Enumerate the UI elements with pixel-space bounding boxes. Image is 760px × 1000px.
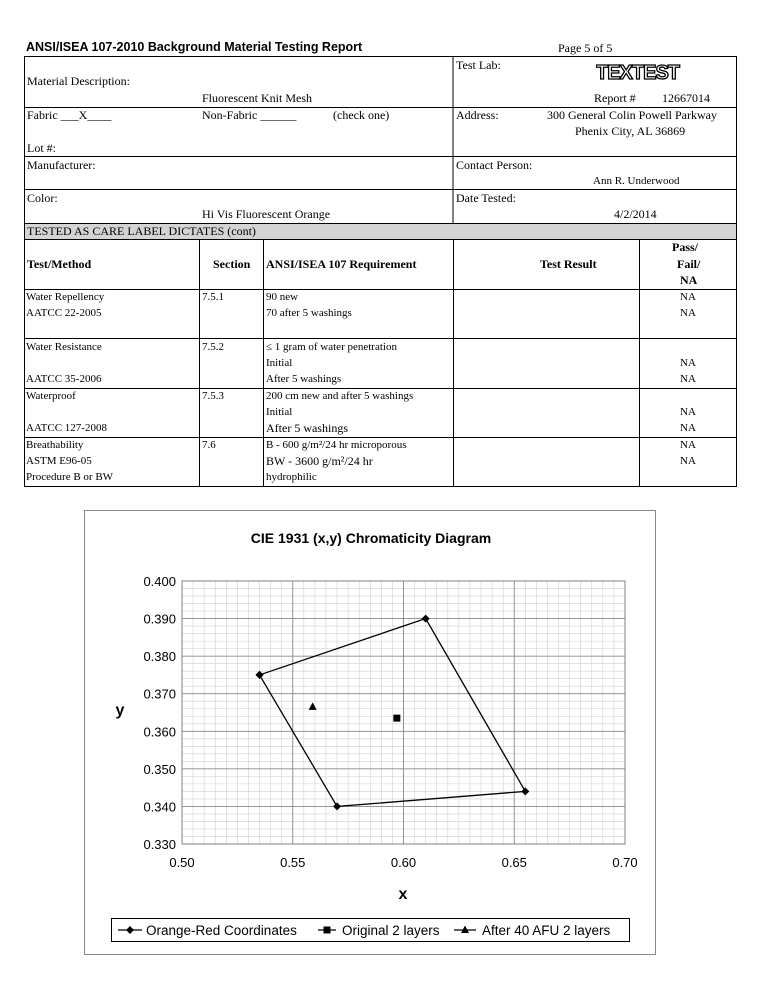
water-resistance-pf-2: NA xyxy=(680,373,696,385)
data-point-square xyxy=(393,715,400,722)
legend-marker-square xyxy=(324,927,331,934)
manufacturer-label: Manufacturer: xyxy=(27,158,96,172)
y-tick-label: 0.380 xyxy=(143,649,176,665)
waterproof-pf-2: NA xyxy=(680,422,696,434)
legend-label: After 40 AFU 2 layers xyxy=(482,923,611,938)
water-resistance-method: Water Resistance xyxy=(26,341,102,353)
waterproof-req-3: After 5 washings xyxy=(266,421,348,435)
col-header-pass-2: Fail/ xyxy=(677,257,701,271)
report-number: 12667014 xyxy=(662,91,710,105)
breathability-pf-2: NA xyxy=(680,455,696,467)
col-header-requirement: ANSI/ISEA 107 Requirement xyxy=(266,257,417,271)
breathability-standard: ASTM E96-05 xyxy=(26,455,92,467)
y-tick-label: 0.370 xyxy=(143,686,176,702)
non-fabric-checkbox-label: Non-Fabric ______ xyxy=(202,108,297,122)
address-label: Address: xyxy=(456,108,499,122)
water-resistance-standard: AATCC 35-2006 xyxy=(26,373,102,385)
x-axis-label: x xyxy=(398,886,408,903)
col-header-pass-1: Pass/ xyxy=(672,240,699,254)
water-repellency-pf-2: NA xyxy=(680,307,696,319)
x-tick-label: 0.55 xyxy=(280,855,306,870)
breathability-req-2: BW - 3600 g/m²/24 hr xyxy=(266,454,373,468)
waterproof-section: 7.5.3 xyxy=(202,390,224,402)
y-tick-label: 0.390 xyxy=(143,611,176,627)
contact-person-label: Contact Person: xyxy=(456,158,533,172)
contact-person-value: Ann R. Underwood xyxy=(593,175,680,187)
material-description-value: Fluorescent Knit Mesh xyxy=(202,91,312,105)
chromaticity-chart xyxy=(84,510,656,955)
waterproof-pf-1: NA xyxy=(680,406,696,418)
color-value: Hi Vis Fluorescent Orange xyxy=(202,207,331,221)
water-repellency-standard: AATCC 22-2005 xyxy=(26,307,102,319)
water-resistance-req-1: ≤ 1 gram of water penetration xyxy=(266,341,397,353)
water-repellency-pf-1: NA xyxy=(680,291,696,303)
breathability-section: 7.6 xyxy=(202,439,216,451)
textest-logo xyxy=(596,60,686,82)
lot-label: Lot #: xyxy=(27,141,56,155)
fabric-checkbox-label: Fabric ___X____ xyxy=(27,108,112,122)
y-axis-label: y xyxy=(115,702,125,719)
x-tick-label: 0.65 xyxy=(501,855,527,870)
y-tick-label: 0.350 xyxy=(143,761,176,777)
page-number: Page 5 of 5 xyxy=(558,41,613,55)
waterproof-req-1: 200 cm new and after 5 washings xyxy=(266,390,414,402)
water-resistance-req-2: Initial xyxy=(266,357,293,369)
y-tick-label: 0.360 xyxy=(143,724,176,740)
date-tested-label: Date Tested: xyxy=(456,191,516,205)
waterproof-req-2: Initial xyxy=(266,406,293,418)
x-tick-label: 0.70 xyxy=(612,855,638,870)
legend-label: Orange-Red Coordinates xyxy=(146,923,297,938)
x-tick-label: 0.50 xyxy=(169,855,195,870)
water-repellency-method: Water Repellency xyxy=(26,291,105,303)
waterproof-method: Waterproof xyxy=(26,390,76,402)
col-header-method: Test/Method xyxy=(27,257,92,271)
y-tick-label: 0.340 xyxy=(143,799,176,815)
breathability-req-3: hydrophilic xyxy=(266,471,317,483)
chart-legend xyxy=(112,919,630,942)
col-header-result: Test Result xyxy=(540,257,597,271)
date-tested-value: 4/2/2014 xyxy=(614,207,657,221)
y-tick-label: 0.330 xyxy=(143,837,176,852)
breathability-procedure: Procedure B or BW xyxy=(26,471,114,483)
col-header-pass-3: NA xyxy=(680,273,698,287)
report-label: Report # xyxy=(594,91,636,105)
section-banner: TESTED AS CARE LABEL DICTATES (cont) xyxy=(27,224,256,238)
breathability-method: Breathability xyxy=(26,439,84,451)
material-description-label: Material Description: xyxy=(27,74,130,88)
col-header-section: Section xyxy=(213,257,251,271)
y-tick-label: 0.400 xyxy=(143,574,176,589)
svg-text:TEXTEST: TEXTEST xyxy=(596,62,680,82)
breathability-pf-1: NA xyxy=(680,439,696,451)
water-resistance-pf-1: NA xyxy=(680,357,696,369)
check-one-note: (check one) xyxy=(333,108,390,122)
water-repellency-section: 7.5.1 xyxy=(202,291,224,303)
legend-label: Original 2 layers xyxy=(342,923,440,938)
water-repellency-req-2: 70 after 5 washings xyxy=(266,307,352,319)
breathability-req-1: B - 600 g/m²/24 hr microporous xyxy=(266,439,407,451)
test-lab-label: Test Lab: xyxy=(456,58,501,72)
water-resistance-section: 7.5.2 xyxy=(202,341,224,353)
address-line-1: 300 General Colin Powell Parkway xyxy=(547,108,717,122)
waterproof-standard: AATCC 127-2008 xyxy=(26,422,107,434)
color-label: Color: xyxy=(27,191,58,205)
chart-title: CIE 1931 (x,y) Chromaticity Diagram xyxy=(250,530,492,546)
x-tick-label: 0.60 xyxy=(390,855,417,870)
water-resistance-req-3: After 5 washings xyxy=(266,373,342,385)
water-repellency-req-1: 90 new xyxy=(266,291,299,303)
address-line-2: Phenix City, AL 36869 xyxy=(575,124,686,138)
report-title: ANSI/ISEA 107-2010 Background Material Testing Report xyxy=(26,40,363,54)
